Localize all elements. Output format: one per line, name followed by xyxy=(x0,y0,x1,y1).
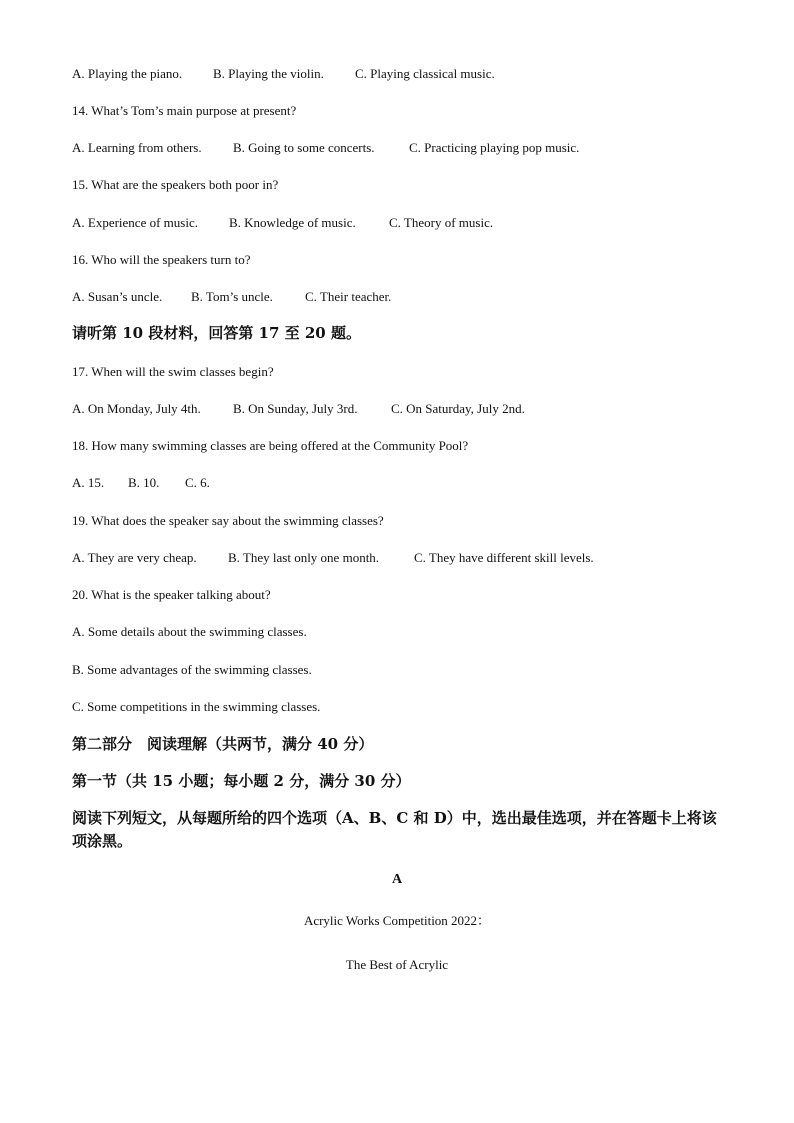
q18-option-b: B. 10. xyxy=(128,475,160,490)
passage-title-line-1: Acrylic Works Competition 2022： xyxy=(303,913,491,928)
q17-option-a: A. On Monday, July 4th. xyxy=(72,401,201,416)
q16-option-a: A. Susan’s uncle. xyxy=(72,289,163,304)
q15-option-b: B. Knowledge of music. xyxy=(229,215,356,230)
question-14-options xyxy=(72,140,579,156)
question-18-options xyxy=(72,475,210,491)
question-16-options xyxy=(72,289,391,305)
q14-option-c: C. Practicing playing pop music. xyxy=(409,140,580,155)
q19-option-b: B. They last only one month. xyxy=(228,550,380,565)
question-16-stem: 16. Who will the speakers turn to? xyxy=(72,252,251,267)
q18-option-c: C. 6. xyxy=(185,475,210,490)
reading-instructions: 阅读下列短文，从每题所给的四个选项（A、B、C 和 D）中，选出最佳选项，并在答题卡上将该项涂黑。 xyxy=(72,809,717,850)
q15-option-a: A. Experience of music. xyxy=(72,215,198,230)
q13-option-c: C. Playing classical music. xyxy=(355,66,495,81)
question-15-stem: 15. What are the speakers both poor in? xyxy=(72,177,279,192)
question-17-stem: 17. When will the swim classes begin? xyxy=(72,364,274,379)
q19-option-a: A. They are very cheap. xyxy=(72,550,197,565)
q20-option-a: A. Some details about the swimming classes. xyxy=(72,624,307,639)
q13-option-a: A. Playing the piano. xyxy=(72,66,183,81)
question-13-options xyxy=(72,66,495,82)
q14-option-b: B. Going to some concerts. xyxy=(233,140,375,155)
question-15-options xyxy=(72,215,493,231)
question-14-stem: 14. What’s Tom’s main purpose at present? xyxy=(72,103,297,118)
section-1-heading: 第一节（共 15 小题；每小题 2 分，满分 30 分） xyxy=(72,772,411,790)
question-20-stem: 20. What is the speaker talking about? xyxy=(72,587,271,602)
q14-option-a: A. Learning from others. xyxy=(72,140,202,155)
q18-option-a: A. 15. xyxy=(72,475,105,490)
section-10-heading: 请听第 10 段材料，回答第 17 至 20 题。 xyxy=(72,324,361,342)
passage-title-line-2: The Best of Acrylic xyxy=(345,957,449,972)
question-17-options xyxy=(72,401,525,417)
q17-option-b: B. On Sunday, July 3rd. xyxy=(233,401,358,416)
q16-option-c: C. Their teacher. xyxy=(305,289,392,304)
question-19-options xyxy=(72,550,594,566)
q15-option-c: C. Theory of music. xyxy=(389,215,494,230)
q20-option-c: C. Some competitions in the swimming classes. xyxy=(72,699,321,714)
passage-label: A xyxy=(391,872,403,887)
question-19-stem: 19. What does the speaker say about the swimming classes? xyxy=(72,513,384,528)
question-18-stem: 18. How many swimming classes are being offered at the Community Pool? xyxy=(72,438,469,453)
q19-option-c: C. They have different skill levels. xyxy=(414,550,594,565)
q13-option-b: B. Playing the violin. xyxy=(213,66,324,81)
q16-option-b: B. Tom’s uncle. xyxy=(191,289,273,304)
q17-option-c: C. On Saturday, July 2nd. xyxy=(391,401,525,416)
part-2-heading: 第二部分 阅读理解（共两节，满分 40 分） xyxy=(72,735,374,753)
q20-option-b: B. Some advantages of the swimming classes. xyxy=(72,662,312,677)
